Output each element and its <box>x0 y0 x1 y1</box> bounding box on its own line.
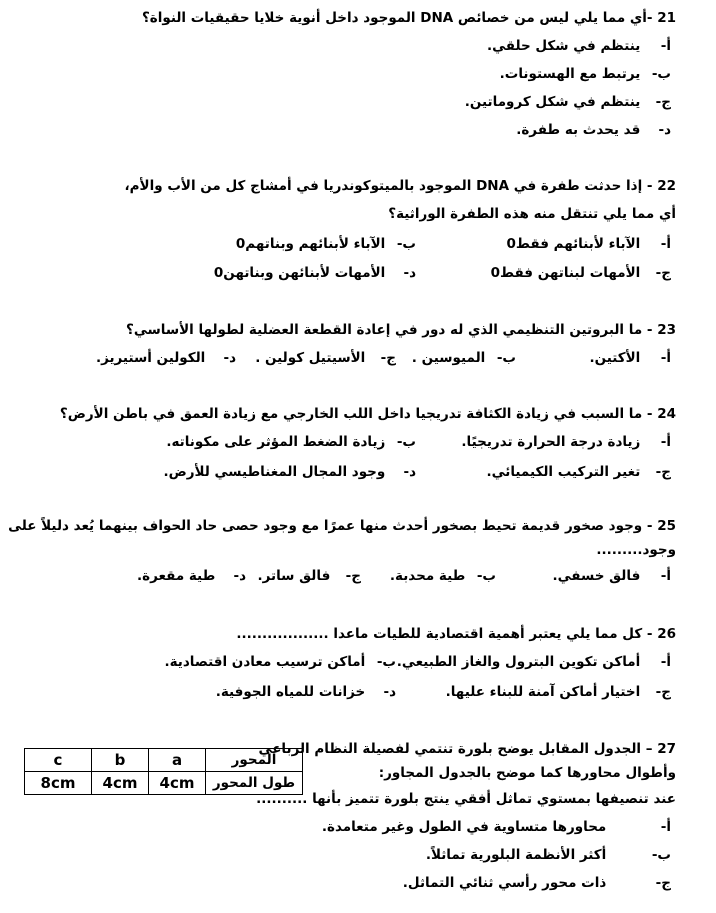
option-text: طية محدبة. <box>389 568 466 584</box>
option-text: الكولين أستيريز. <box>95 350 206 366</box>
q23-option-b <box>412 350 516 366</box>
q26-option-a <box>397 654 671 670</box>
question-27-stem-line3: عند تنصيفها بمستوي تماثل أفقي ينتج بلورة تتميز بأنها .......... <box>256 791 676 807</box>
option-text: الميوسين . <box>411 350 486 366</box>
option-mark: ب- <box>476 568 496 584</box>
option-text: فالق خسفي. <box>552 568 641 584</box>
option-text: محاورها متساوية في الطول وغير متعامدة. <box>321 819 607 835</box>
table-cell: c <box>25 749 92 772</box>
option-mark: ب- <box>651 66 671 82</box>
question-22-stem: 22 - إذا حدثت طفرة في DNA الموجود بالميتوكوندريا في أمشاج كل من الأب والأم، <box>124 178 676 194</box>
option-mark: ج- <box>380 350 396 366</box>
q21-option-c <box>465 94 671 110</box>
table-cell: b <box>92 749 149 772</box>
q24-option-d <box>163 464 416 480</box>
table-row <box>25 772 303 795</box>
option-mark: أ- <box>660 434 671 450</box>
q27-option-c <box>403 875 671 891</box>
q21-option-a <box>487 38 671 54</box>
option-text: الآباء لأبنائهم فقط0 <box>506 236 641 252</box>
table-cell: 8cm <box>25 772 92 795</box>
option-text: الأمهات لأبنائهن وبناتهن0 <box>213 265 386 281</box>
q27-option-a <box>322 819 671 835</box>
q22-option-a <box>506 236 671 252</box>
option-text: ينتظم في شكل كروماتين. <box>464 94 641 110</box>
question-26-stem: 26 - كل مما يلي يعتبر أهمية اقتصادية للطيات ماعدا .................. <box>236 626 676 642</box>
option-mark: ج- <box>655 265 671 281</box>
option-text: اختيار أماكن آمنة للبناء عليها. <box>445 684 641 700</box>
question-27-stem: 27 – الجدول المقابل يوضح بلورة تنتمي لفصيلة النظام الرباعي <box>258 741 676 757</box>
option-mark: د- <box>658 122 671 138</box>
option-text: وجود المجال المغناطيسي للأرض. <box>163 464 386 480</box>
q25-option-a <box>552 568 671 584</box>
option-text: يرتبط مع الهستونات. <box>499 66 641 82</box>
crystal-axes-table <box>24 748 303 795</box>
question-25-stem: 25 - وجود صخور قديمة تحيط بصخور أحدث منها عمرًا مع وجود حصى حاد الحواف بينهما يُعد دليلاً على <box>8 518 676 534</box>
option-mark: ب- <box>396 434 416 450</box>
option-mark: أ- <box>660 568 671 584</box>
option-mark: د- <box>233 568 246 584</box>
option-mark: أ- <box>660 236 671 252</box>
q21-option-b <box>500 66 671 82</box>
question-24-stem: 24 - ما السبب في زيادة الكثافة تدريجيا داخل اللب الخارجي مع زيادة العمق في باطن الأرض؟ <box>59 406 676 422</box>
option-text: ينتظم في شكل حلقي. <box>486 38 641 54</box>
q25-option-b <box>390 568 496 584</box>
q25-option-c <box>258 568 362 584</box>
option-text: أماكن تكوين البترول والغاز الطبيعي. <box>396 654 641 670</box>
table-cell: المحور <box>206 749 303 772</box>
option-mark: أ- <box>660 654 671 670</box>
option-text: ذات محور رأسي ثنائي التماثل. <box>402 875 607 891</box>
option-mark: د- <box>383 684 396 700</box>
table-cell: 4cm <box>149 772 206 795</box>
table-cell: a <box>149 749 206 772</box>
option-text: فالق ساتر. <box>257 568 331 584</box>
option-mark: د- <box>403 464 416 480</box>
option-text: زيادة الضغط المؤثر على مكوناته. <box>166 434 386 450</box>
question-23-stem: 23 - ما البروتين التنظيمي الذي له دور في إعادة القطعة العضلية لطولها الأساسي؟ <box>126 322 676 338</box>
q23-option-a <box>589 350 671 366</box>
q27-option-b <box>426 847 671 863</box>
option-text: قد يحدث به طفرة. <box>516 122 641 138</box>
question-25-stem-line2: وجود......... <box>596 542 676 558</box>
question-22-stem-line2: أي مما يلي تنتقل منه هذه الطفرة الوراثية؟ <box>388 206 676 222</box>
q24-option-c <box>486 464 671 480</box>
q24-option-a <box>461 434 671 450</box>
table-cell: طول المحور <box>206 772 303 795</box>
option-text: الأمهات لبناتهن فقط0 <box>490 265 641 281</box>
q26-option-d <box>216 684 396 700</box>
option-mark: ج- <box>655 94 671 110</box>
option-text: أماكن ترسيب معادن اقتصادية. <box>164 654 366 670</box>
option-text: طية مقعرة. <box>136 568 216 584</box>
option-mark: ج- <box>655 875 671 891</box>
option-text: تغير التركيب الكيميائي. <box>486 464 641 480</box>
option-mark: د- <box>403 265 416 281</box>
table-header-row <box>25 749 303 772</box>
q26-option-c <box>446 684 671 700</box>
q21-option-d <box>516 122 671 138</box>
option-text: زيادة درجة الحرارة تدريجيًا. <box>461 434 641 450</box>
option-mark: ب- <box>496 350 516 366</box>
option-mark: ج- <box>655 464 671 480</box>
q23-option-d <box>96 350 236 366</box>
q24-option-b <box>166 434 416 450</box>
question-21-stem: 21 -أي مما يلي ليس من خصائص DNA الموجود داخل أنوية خلايا حقيقيات النواة؟ <box>141 10 676 26</box>
q23-option-c <box>255 350 396 366</box>
option-text: الأكتين. <box>589 350 641 366</box>
option-mark: ب- <box>651 847 671 863</box>
option-text: أكثر الأنظمة البلورية تماثلاً. <box>425 847 607 863</box>
q25-option-d <box>137 568 246 584</box>
option-text: خزانات للمياه الجوفية. <box>215 684 366 700</box>
option-mark: ج- <box>655 684 671 700</box>
option-text: الأسيتيل كولين . <box>255 350 366 366</box>
q22-option-c <box>491 265 671 281</box>
option-text: الآباء لأبنائهم وبناتهم0 <box>235 236 386 252</box>
option-mark: ب- <box>396 236 416 252</box>
option-mark: د- <box>223 350 236 366</box>
option-mark: أ- <box>660 38 671 54</box>
option-mark: ج- <box>345 568 361 584</box>
option-mark: أ- <box>660 819 671 835</box>
question-27-stem-line2: وأطوال محاورها كما موضح بالجدول المجاور: <box>378 765 676 781</box>
option-mark: أ- <box>660 350 671 366</box>
table-cell: 4cm <box>92 772 149 795</box>
q22-option-b <box>236 236 416 252</box>
option-mark: ب- <box>376 654 396 670</box>
q22-option-d <box>214 265 416 281</box>
q26-option-b <box>164 654 396 670</box>
